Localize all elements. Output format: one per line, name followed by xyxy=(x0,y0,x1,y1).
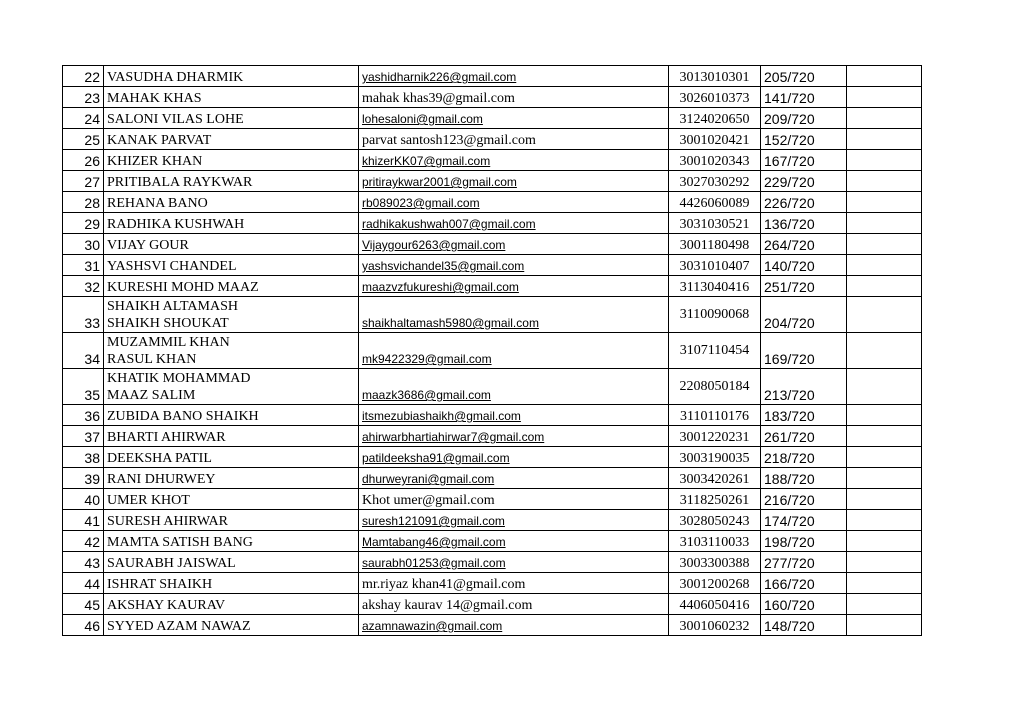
roll-number-cell: 3028050243 xyxy=(669,510,761,531)
empty-cell xyxy=(847,369,922,405)
student-name-line: PRITIBALA RAYKWAR xyxy=(107,175,253,190)
empty-cell xyxy=(847,213,922,234)
score-cell: 140/720 xyxy=(761,255,847,276)
table-row xyxy=(63,447,922,468)
score-cell: 261/720 xyxy=(761,426,847,447)
student-name-line: MUZAMMIL KHAN xyxy=(107,335,230,350)
roll-number-cell: 3001200268 xyxy=(669,573,761,594)
email-cell[interactable]: ahirwarbhartiahirwar7@gmail.com xyxy=(359,426,669,447)
email-cell[interactable]: khizerKK07@gmail.com xyxy=(359,150,669,171)
table-row xyxy=(63,192,922,213)
table-row xyxy=(63,573,922,594)
score-cell: 174/720 xyxy=(761,510,847,531)
roll-number-cell: 3001060232 xyxy=(669,615,761,636)
student-name-line: SHAIKH SHOUKAT xyxy=(107,316,229,331)
table-row xyxy=(63,297,922,333)
email-cell[interactable]: mr.riyaz khan41@gmail.com xyxy=(359,573,669,594)
student-name-line: VASUDHA DHARMIK xyxy=(107,70,244,85)
table-row xyxy=(63,213,922,234)
student-name-cell xyxy=(104,297,359,333)
table-row xyxy=(63,468,922,489)
table-row xyxy=(63,489,922,510)
student-table xyxy=(62,65,922,636)
empty-cell xyxy=(847,594,922,615)
roll-number-cell: 3113040416 xyxy=(669,276,761,297)
roll-number-cell: 3001020343 xyxy=(669,150,761,171)
serial-number-cell: 24 xyxy=(63,108,104,129)
serial-number-cell: 40 xyxy=(63,489,104,510)
student-name-line: MAAZ SALIM xyxy=(107,388,196,403)
score-cell: 213/720 xyxy=(761,369,847,405)
roll-number-cell: 3003300388 xyxy=(669,552,761,573)
roll-number-cell: 3003190035 xyxy=(669,447,761,468)
student-name-cell xyxy=(104,66,359,87)
score-cell: 204/720 xyxy=(761,297,847,333)
student-name-line: AKSHAY KAURAV xyxy=(107,598,226,613)
score-cell: 136/720 xyxy=(761,213,847,234)
student-name-line: SHAIKH ALTAMASH xyxy=(107,299,238,314)
student-name-cell xyxy=(104,468,359,489)
serial-number-cell: 42 xyxy=(63,531,104,552)
student-name-cell xyxy=(104,108,359,129)
student-name-line: SURESH AHIRWAR xyxy=(107,514,228,529)
empty-cell xyxy=(847,468,922,489)
student-name-cell xyxy=(104,255,359,276)
student-name-line: MAHAK KHAS xyxy=(107,91,202,106)
email-cell[interactable]: yashsvichandel35@gmail.com xyxy=(359,255,669,276)
empty-cell xyxy=(847,510,922,531)
student-name-line: RASUL KHAN xyxy=(107,352,197,367)
roll-number-cell: 3107110454 xyxy=(669,333,761,369)
student-name-line: YASHSVI CHANDEL xyxy=(107,259,237,274)
roll-number-cell: 3103110033 xyxy=(669,531,761,552)
student-name-cell xyxy=(104,129,359,150)
student-name-line: SALONI VILAS LOHE xyxy=(107,112,244,127)
student-name-cell xyxy=(104,447,359,468)
table-row xyxy=(63,108,922,129)
score-cell: 198/720 xyxy=(761,531,847,552)
table-row xyxy=(63,150,922,171)
empty-cell xyxy=(847,171,922,192)
table-row xyxy=(63,615,922,636)
roll-number-cell: 3013010301 xyxy=(669,66,761,87)
student-name-line: MAMTA SATISH BANG xyxy=(107,535,253,550)
email-cell[interactable]: Khot umer@gmail.com xyxy=(359,489,669,510)
serial-number-cell: 33 xyxy=(63,297,104,333)
email-cell[interactable]: akshay kaurav 14@gmail.com xyxy=(359,594,669,615)
score-cell: 152/720 xyxy=(761,129,847,150)
serial-number-cell: 28 xyxy=(63,192,104,213)
email-cell[interactable]: dhurweyrani@gmail.com xyxy=(359,468,669,489)
roll-number-cell: 3001220231 xyxy=(669,426,761,447)
empty-cell xyxy=(847,333,922,369)
score-cell: 183/720 xyxy=(761,405,847,426)
serial-number-cell: 38 xyxy=(63,447,104,468)
table-row xyxy=(63,531,922,552)
student-name-cell xyxy=(104,489,359,510)
score-cell: 226/720 xyxy=(761,192,847,213)
student-name-cell xyxy=(104,192,359,213)
serial-number-cell: 26 xyxy=(63,150,104,171)
table-row xyxy=(63,594,922,615)
table-row xyxy=(63,276,922,297)
empty-cell xyxy=(847,87,922,108)
student-name-line: ZUBIDA BANO SHAIKH xyxy=(107,409,259,424)
roll-number-cell: 2208050184 xyxy=(669,369,761,405)
student-name-line: RADHIKA KUSHWAH xyxy=(107,217,245,232)
roll-number-cell: 3026010373 xyxy=(669,87,761,108)
email-cell[interactable]: itsmezubiashaikh@gmail.com xyxy=(359,405,669,426)
student-name-cell xyxy=(104,510,359,531)
table-row xyxy=(63,87,922,108)
email-cell[interactable]: pritiraykwar2001@gmail.com xyxy=(359,171,669,192)
student-name-cell xyxy=(104,213,359,234)
email-cell[interactable]: rb089023@gmail.com xyxy=(359,192,669,213)
serial-number-cell: 29 xyxy=(63,213,104,234)
student-name-cell xyxy=(104,531,359,552)
empty-cell xyxy=(847,447,922,468)
email-cell[interactable]: maazk3686@gmail.com xyxy=(359,369,669,405)
serial-number-cell: 46 xyxy=(63,615,104,636)
student-name-line: SAURABH JAISWAL xyxy=(107,556,236,571)
empty-cell xyxy=(847,234,922,255)
email-cell[interactable]: saurabh01253@gmail.com xyxy=(359,552,669,573)
table-row xyxy=(63,129,922,150)
serial-number-cell: 41 xyxy=(63,510,104,531)
empty-cell xyxy=(847,405,922,426)
student-name-line: VIJAY GOUR xyxy=(107,238,189,253)
student-name-cell xyxy=(104,276,359,297)
student-name-line: KANAK PARVAT xyxy=(107,133,212,148)
score-cell: 148/720 xyxy=(761,615,847,636)
email-cell[interactable]: shaikhaltamash5980@gmail.com xyxy=(359,297,669,333)
roll-number-cell: 3031030521 xyxy=(669,213,761,234)
student-name-line: SYYED AZAM NAWAZ xyxy=(107,619,251,634)
student-name-line: RANI DHURWEY xyxy=(107,472,216,487)
score-cell: 167/720 xyxy=(761,150,847,171)
empty-cell xyxy=(847,552,922,573)
serial-number-cell: 34 xyxy=(63,333,104,369)
table-row xyxy=(63,255,922,276)
empty-cell xyxy=(847,573,922,594)
student-name-cell xyxy=(104,405,359,426)
roll-number-cell: 3001180498 xyxy=(669,234,761,255)
roll-number-cell: 3118250261 xyxy=(669,489,761,510)
serial-number-cell: 23 xyxy=(63,87,104,108)
score-cell: 218/720 xyxy=(761,447,847,468)
serial-number-cell: 31 xyxy=(63,255,104,276)
roll-number-cell: 3124020650 xyxy=(669,108,761,129)
table-row xyxy=(63,66,922,87)
email-cell[interactable]: parvat santosh123@gmail.com xyxy=(359,129,669,150)
empty-cell xyxy=(847,108,922,129)
student-name-cell xyxy=(104,615,359,636)
serial-number-cell: 27 xyxy=(63,171,104,192)
roll-number-cell: 4426060089 xyxy=(669,192,761,213)
student-name-cell xyxy=(104,234,359,255)
serial-number-cell: 44 xyxy=(63,573,104,594)
score-cell: 251/720 xyxy=(761,276,847,297)
roll-number-cell: 3027030292 xyxy=(669,171,761,192)
roll-number-cell: 3110090068 xyxy=(669,297,761,333)
serial-number-cell: 37 xyxy=(63,426,104,447)
student-name-line: REHANA BANO xyxy=(107,196,208,211)
student-name-line: UMER KHOT xyxy=(107,493,190,508)
score-cell: 216/720 xyxy=(761,489,847,510)
empty-cell xyxy=(847,255,922,276)
student-name-cell xyxy=(104,333,359,369)
table-row xyxy=(63,552,922,573)
score-cell: 277/720 xyxy=(761,552,847,573)
empty-cell xyxy=(847,192,922,213)
email-cell[interactable]: suresh121091@gmail.com xyxy=(359,510,669,531)
student-name-line: KHATIK MOHAMMAD xyxy=(107,371,251,386)
empty-cell xyxy=(847,276,922,297)
email-cell[interactable]: maazvzfukureshi@gmail.com xyxy=(359,276,669,297)
score-cell: 209/720 xyxy=(761,108,847,129)
table-body xyxy=(63,66,922,636)
email-cell[interactable]: mk9422329@gmail.com xyxy=(359,333,669,369)
score-cell: 229/720 xyxy=(761,171,847,192)
score-cell: 141/720 xyxy=(761,87,847,108)
email-cell[interactable]: azamnawazin@gmail.com xyxy=(359,615,669,636)
empty-cell xyxy=(847,297,922,333)
serial-number-cell: 36 xyxy=(63,405,104,426)
roll-number-cell: 3031010407 xyxy=(669,255,761,276)
email-cell[interactable]: radhikakushwah007@gmail.com xyxy=(359,213,669,234)
student-name-line: DEEKSHA PATIL xyxy=(107,451,212,466)
score-cell: 166/720 xyxy=(761,573,847,594)
score-cell: 160/720 xyxy=(761,594,847,615)
empty-cell xyxy=(847,615,922,636)
serial-number-cell: 22 xyxy=(63,66,104,87)
email-cell[interactable]: Vijaygour6263@gmail.com xyxy=(359,234,669,255)
student-name-cell xyxy=(104,552,359,573)
student-name-cell xyxy=(104,594,359,615)
student-name-cell xyxy=(104,573,359,594)
serial-number-cell: 45 xyxy=(63,594,104,615)
serial-number-cell: 35 xyxy=(63,369,104,405)
student-name-line: KURESHI MOHD MAAZ xyxy=(107,280,259,295)
table-row xyxy=(63,369,922,405)
student-name-cell xyxy=(104,87,359,108)
table-row xyxy=(63,234,922,255)
serial-number-cell: 43 xyxy=(63,552,104,573)
score-cell: 205/720 xyxy=(761,66,847,87)
email-cell[interactable]: patildeeksha91@gmail.com xyxy=(359,447,669,468)
table-row xyxy=(63,171,922,192)
table-row xyxy=(63,405,922,426)
serial-number-cell: 25 xyxy=(63,129,104,150)
empty-cell xyxy=(847,531,922,552)
student-name-line: BHARTI AHIRWAR xyxy=(107,430,226,445)
roll-number-cell: 4406050416 xyxy=(669,594,761,615)
score-cell: 188/720 xyxy=(761,468,847,489)
email-cell[interactable]: yashidharnik226@gmail.com xyxy=(359,66,669,87)
empty-cell xyxy=(847,129,922,150)
student-name-line: KHIZER KHAN xyxy=(107,154,203,169)
serial-number-cell: 32 xyxy=(63,276,104,297)
empty-cell xyxy=(847,150,922,171)
serial-number-cell: 30 xyxy=(63,234,104,255)
table-row xyxy=(63,333,922,369)
roll-number-cell: 3110110176 xyxy=(669,405,761,426)
empty-cell xyxy=(847,426,922,447)
empty-cell xyxy=(847,66,922,87)
email-cell[interactable]: lohesaloni@gmail.com xyxy=(359,108,669,129)
student-name-line: ISHRAT SHAIKH xyxy=(107,577,213,592)
roll-number-cell: 3003420261 xyxy=(669,468,761,489)
serial-number-cell: 39 xyxy=(63,468,104,489)
email-cell[interactable]: Mamtabang46@gmail.com xyxy=(359,531,669,552)
score-cell: 264/720 xyxy=(761,234,847,255)
empty-cell xyxy=(847,489,922,510)
student-name-cell xyxy=(104,369,359,405)
student-name-cell xyxy=(104,426,359,447)
table-row xyxy=(63,510,922,531)
student-name-cell xyxy=(104,150,359,171)
student-name-cell xyxy=(104,171,359,192)
table-row xyxy=(63,426,922,447)
email-cell[interactable]: mahak khas39@gmail.com xyxy=(359,87,669,108)
roll-number-cell: 3001020421 xyxy=(669,129,761,150)
score-cell: 169/720 xyxy=(761,333,847,369)
